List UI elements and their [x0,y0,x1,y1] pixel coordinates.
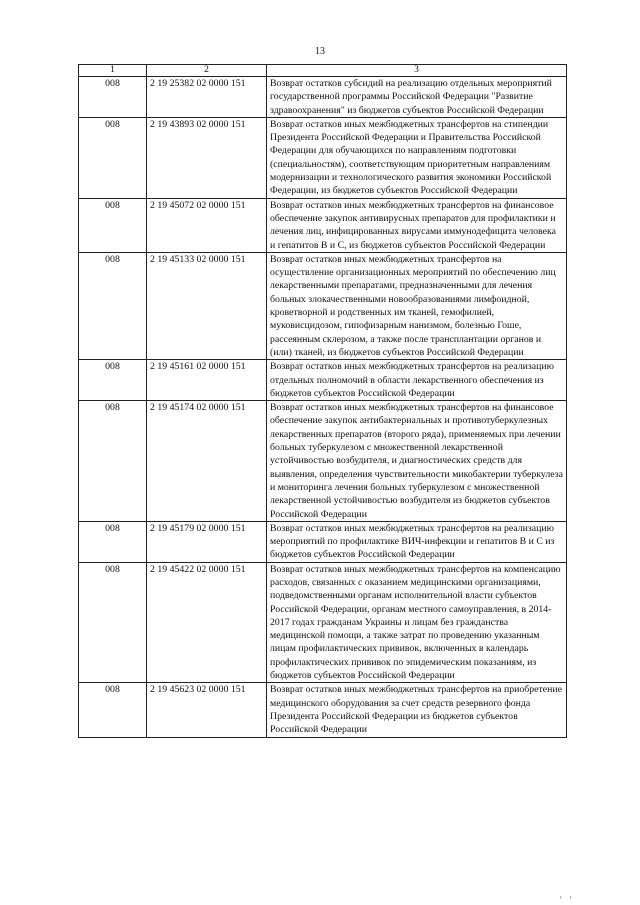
admin-code-cell: 008 [79,562,147,683]
table-row [79,562,567,683]
table-row [79,252,567,359]
budget-code-cell: 2 19 45072 02 0000 151 [147,198,267,252]
budget-code-cell: 2 19 45422 02 0000 151 [147,562,267,683]
income-name-cell: Возврат остатков иных межбюджетных трансфертов на осуществление организационных мероприятий по обеспечению лиц лекарственными препаратами, предназначенными для лечения больных злокачественными новообразованиями лимфоидной, кроветворной и родственных им тканей, гемофилией, муковисцидозом, гипофизарным нанизмом, болезнью Гоше, рассеянным склерозом, а также после трансплантации органов и (или) тканей, из бюджетов субъектов Российской Федерации [267,252,567,359]
column-header-2: 2 [147,65,267,77]
admin-code-cell: 008 [79,401,147,522]
scan-artifact-marks: ' ' [560,895,575,905]
budget-classification-table [78,64,567,738]
income-name-cell: Возврат остатков иных межбюджетных трансфертов на финансовое обеспечение закупок антивирусных препаратов для профилактики и лечения лиц, инфицированных вирусами иммунодефицита человека и гепатитов В и С, из бюджетов субъектов Российской Федерации [267,198,567,252]
income-name-cell: Возврат остатков иных межбюджетных трансфертов на реализацию мероприятий по профилактике ВИЧ-инфекции и гепатитов В и С из бюджетов субъектов Российской Федерации [267,521,567,562]
income-name-cell: Возврат остатков иных межбюджетных трансфертов на стипендии Президента Российской Федерации и Правительства Российской Федерации для обучающихся по направлениям подготовки (специальностям), соответствующим приоритетным направлениям модернизации и технологического развития экономики Российской Федерации, из бюджетов субъектов Российской Федерации [267,117,567,198]
page-number: 13 [315,46,325,57]
column-header-3: 3 [267,65,567,77]
admin-code-cell: 008 [79,683,147,737]
table-row [79,77,567,118]
income-name-cell: Возврат остатков иных межбюджетных трансфертов на приобретение медицинского оборудования за счет средств резервного фонда Президента Российской Федерации из бюджетов субъектов Российской Федерации [267,683,567,737]
admin-code-cell: 008 [79,360,147,401]
income-name-cell: Возврат остатков иных межбюджетных трансфертов на реализацию отдельных полномочий в области лекарственного обеспечения из бюджетов субъектов Российской Федерации [267,360,567,401]
table-row [79,360,567,401]
admin-code-cell: 008 [79,252,147,359]
table-row [79,683,567,737]
budget-code-cell: 2 19 25382 02 0000 151 [147,77,267,118]
budget-code-cell: 2 19 45133 02 0000 151 [147,252,267,359]
income-name-cell: Возврат остатков субсидий на реализацию отдельных мероприятий государственной программы Российской Федерации "Развитие здравоохранения" из бюджетов субъектов Российской Федерации [267,77,567,118]
budget-code-cell: 2 19 45174 02 0000 151 [147,401,267,522]
table-header-row [79,65,567,77]
admin-code-cell: 008 [79,198,147,252]
income-name-cell: Возврат остатков иных межбюджетных трансфертов на финансовое обеспечение закупок антибактериальных и противотуберкулезных лекарственных препаратов (второго ряда), применяемых при лечении больных туберкулезом с множественной лекарственной устойчивостью возбудителя, и диагностических средств для выявления, определения чувствительности микобактерии туберкулеза и мониторинга лечения больных туберкулезом с множественной лекарственной устойчивостью возбудителя из бюджетов субъектов Российской Федерации [267,401,567,522]
income-name-cell: Возврат остатков иных межбюджетных трансфертов на компенсацию расходов, связанных с оказанием медицинскими организациями, подведомственными органам исполнительной власти субъектов Российской Федерации, органам местного самоуправления, в 2014-2017 годах гражданам Украины и лицам без гражданства медицинской помощи, а также затрат по проведению указанным лицам профилактических прививок, включенных в календарь профилактических прививок по эпидемическим показаниям, из бюджетов субъектов Российской Федерации [267,562,567,683]
table-row [79,198,567,252]
admin-code-cell: 008 [79,521,147,562]
budget-code-cell: 2 19 45623 02 0000 151 [147,683,267,737]
budget-code-cell: 2 19 43893 02 0000 151 [147,117,267,198]
table-row [79,117,567,198]
admin-code-cell: 008 [79,117,147,198]
budget-code-cell: 2 19 45161 02 0000 151 [147,360,267,401]
budget-code-cell: 2 19 45179 02 0000 151 [147,521,267,562]
column-header-1: 1 [79,65,147,77]
table-row [79,401,567,522]
admin-code-cell: 008 [79,77,147,118]
table-row [79,521,567,562]
